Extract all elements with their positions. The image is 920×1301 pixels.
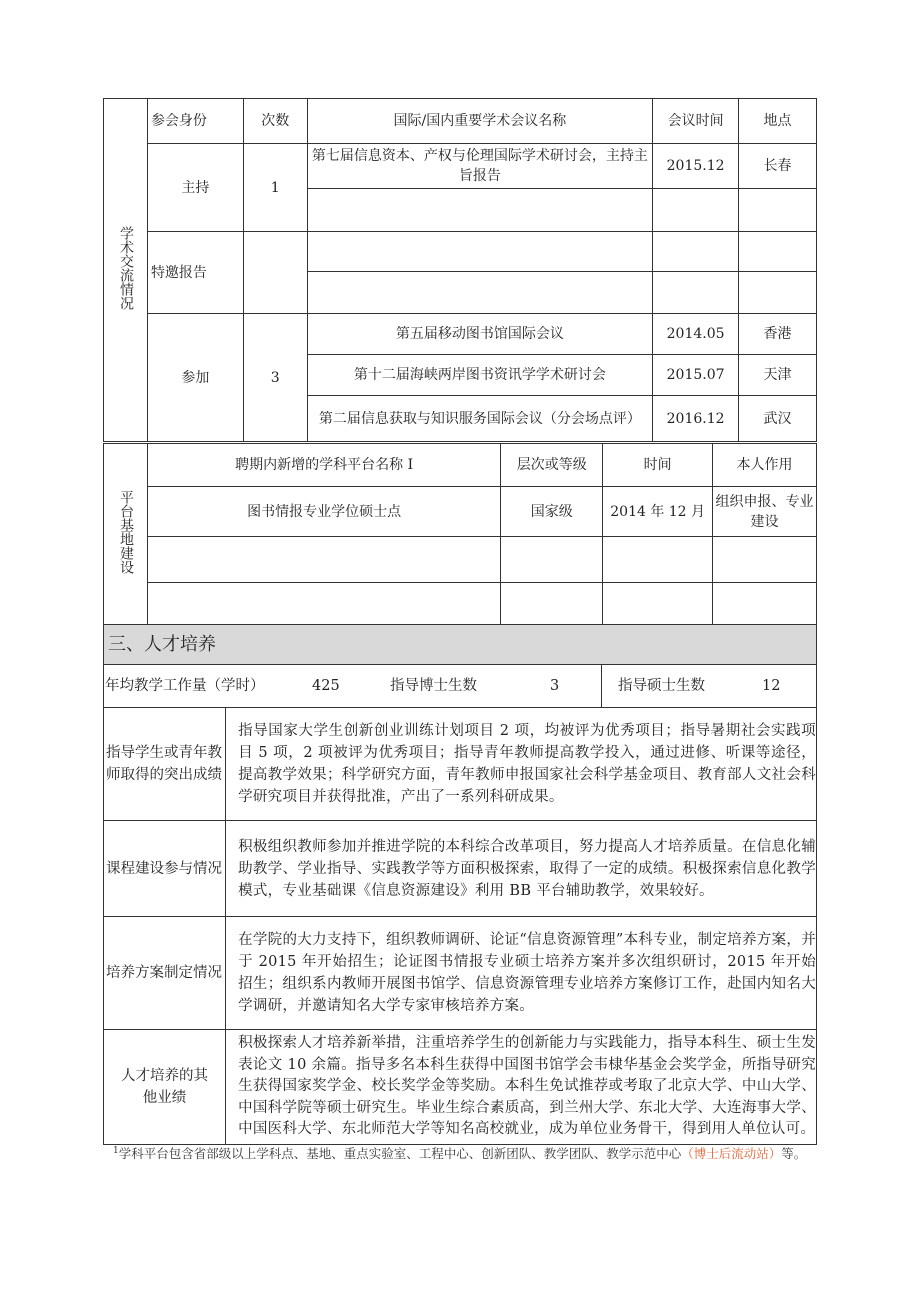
phd-label: 指导博士生数 <box>390 678 477 694</box>
header-place: 地点 <box>739 99 817 144</box>
exchange-section-label: 学术交流情况 <box>104 99 148 442</box>
invited-role: 特邀报告 <box>147 232 243 314</box>
platform-header-name: 聘期内新增的学科平台名称 I <box>147 444 500 487</box>
achievement-text: 指导国家大学生创新创业训练计划项目 2 项，均被评为优秀项目；指导暑期社会实践项目 5 项，2 项被评为优秀项目；指导青年教师提高教学投入，通过进修、听课等途径，提高教学效果；科学研究方面，青年教师申报国家社会科学基金项目、教育部人文社会科学研究项目并获得批准，产出了一系列科研成果。 <box>226 708 817 821</box>
footnote-tail: 等。 <box>781 1146 807 1162</box>
platform-role-1: 组织申报、专业建设 <box>713 487 817 537</box>
host-count: 1 <box>243 144 307 232</box>
workload-value: 425 <box>312 678 340 694</box>
platform-level-3 <box>501 583 603 625</box>
platform-time-2 <box>603 537 713 583</box>
host-time-1: 2015.12 <box>653 144 739 189</box>
attend-time-2: 2015.07 <box>653 355 739 396</box>
plan-label: 培养方案制定情况 <box>104 917 226 1030</box>
course-label: 课程建设参与情况 <box>104 821 226 917</box>
header-role: 参会身份 <box>147 99 243 144</box>
workload-divider <box>601 665 602 708</box>
talent-table <box>103 624 817 1145</box>
achievement-label: 指导学生或青年教师取得的突出成绩 <box>104 708 226 821</box>
platform-header-level: 层次或等级 <box>501 444 603 487</box>
invited-count <box>243 232 307 314</box>
attend-conference-1: 第五届移动图书馆国际会议 <box>307 314 652 355</box>
attend-count: 3 <box>243 314 307 442</box>
attend-conference-3: 第二届信息获取与知识服务国际会议（分会场点评） <box>307 396 652 442</box>
footnote <box>113 1142 819 1163</box>
platform-name-3 <box>147 583 500 625</box>
master-label: 指导硕士生数 <box>618 678 705 694</box>
attend-place-2: 天津 <box>739 355 817 396</box>
attend-place-1: 香港 <box>739 314 817 355</box>
footnote-highlight: （博士后流动站） <box>681 1146 782 1162</box>
attend-place-3: 武汉 <box>739 396 817 442</box>
talent-section-title: 三、人才培养 <box>104 625 817 665</box>
host-conference-2 <box>307 189 652 232</box>
header-conference-name: 国际/国内重要学术会议名称 <box>307 99 652 144</box>
invited-conference-1 <box>307 232 652 272</box>
plan-text: 在学院的大力支持下，组织教师调研、论证“信息资源管理”本科专业，制定培养方案，并于 2015 年开始招生；论证图书情报专业硕士培养方案并多次组织研讨，2015 年开始招生；组织系内教师开展图书馆学、信息资源管理专业培养方案修订工作，赴国内知名大学调研，并邀请知名大学专家审核培养方案。 <box>226 917 817 1030</box>
attend-conference-2: 第十二届海峡两岸图书资讯学学术研讨会 <box>307 355 652 396</box>
platform-role-2 <box>713 537 817 583</box>
other-text: 积极探索人才培养新举措，注重培养学生的创新能力与实践能力，指导本科生、硕士生发表论文 10 余篇。指导多名本科生获得中国图书馆学会韦棣华基金会奖学金，所指导研究生获得国家奖学金、校长奖学金等奖励。本科生免试推荐或考取了北京大学、中山大学、中国科学院等硕士研究生。毕业生综合素质高，到兰州大学、东北大学、大连海事大学、中国医科大学、东北师范大学等知名高校就业，成为单位业务骨干，得到用人单位认可。 <box>226 1030 817 1145</box>
platform-header-time: 时间 <box>603 444 713 487</box>
platform-section-label: 平台基地建设 <box>104 444 148 625</box>
host-time-2 <box>653 189 739 232</box>
host-role: 主持 <box>147 144 243 232</box>
invited-time-1 <box>653 232 739 272</box>
footnote-mark: 1 <box>113 1146 119 1156</box>
platform-header-role: 本人作用 <box>713 444 817 487</box>
header-time: 会议时间 <box>653 99 739 144</box>
platform-role-3 <box>713 583 817 625</box>
platform-level-1: 国家级 <box>501 487 603 537</box>
platform-level-2 <box>501 537 603 583</box>
other-label: 人才培养的其他业绩 <box>104 1030 226 1145</box>
invited-place-1 <box>739 232 817 272</box>
platform-time-3 <box>603 583 713 625</box>
attend-time-1: 2014.05 <box>653 314 739 355</box>
host-conference-1: 第七届信息资本、产权与伦理国际学术研讨会，主持主旨报告 <box>307 144 652 189</box>
host-place-1: 长春 <box>739 144 817 189</box>
workload-label: 年均教学工作量（学时） <box>105 678 265 694</box>
course-text: 积极组织教师参加并推进学院的本科综合改革项目，努力提高人才培养质量。在信息化辅助教学、学业指导、实践教学等方面积极探索，取得了一定的成绩。积极探索信息化教学模式，专业基础课《信息资源建设》利用 BB 平台辅助教学，效果较好。 <box>226 821 817 917</box>
invited-time-2 <box>653 272 739 314</box>
platform-name-1: 图书情报专业学位硕士点 <box>147 487 500 537</box>
invited-conference-2 <box>307 272 652 314</box>
invited-place-2 <box>739 272 817 314</box>
attend-role: 参加 <box>147 314 243 442</box>
platform-name-2 <box>147 537 500 583</box>
master-value: 12 <box>762 678 781 694</box>
header-count: 次数 <box>243 99 307 144</box>
phd-value: 3 <box>550 678 560 694</box>
workload-row <box>104 665 817 708</box>
platform-time-1: 2014 年 12 月 <box>603 487 713 537</box>
academic-exchange-table <box>103 98 817 442</box>
platform-table <box>103 443 817 625</box>
host-place-2 <box>739 189 817 232</box>
footnote-text: 学科平台包含省部级以上学科点、基地、重点实验室、工程中心、创新团队、教学团队、教学示范中心 <box>118 1146 682 1162</box>
attend-time-3: 2016.12 <box>653 396 739 442</box>
